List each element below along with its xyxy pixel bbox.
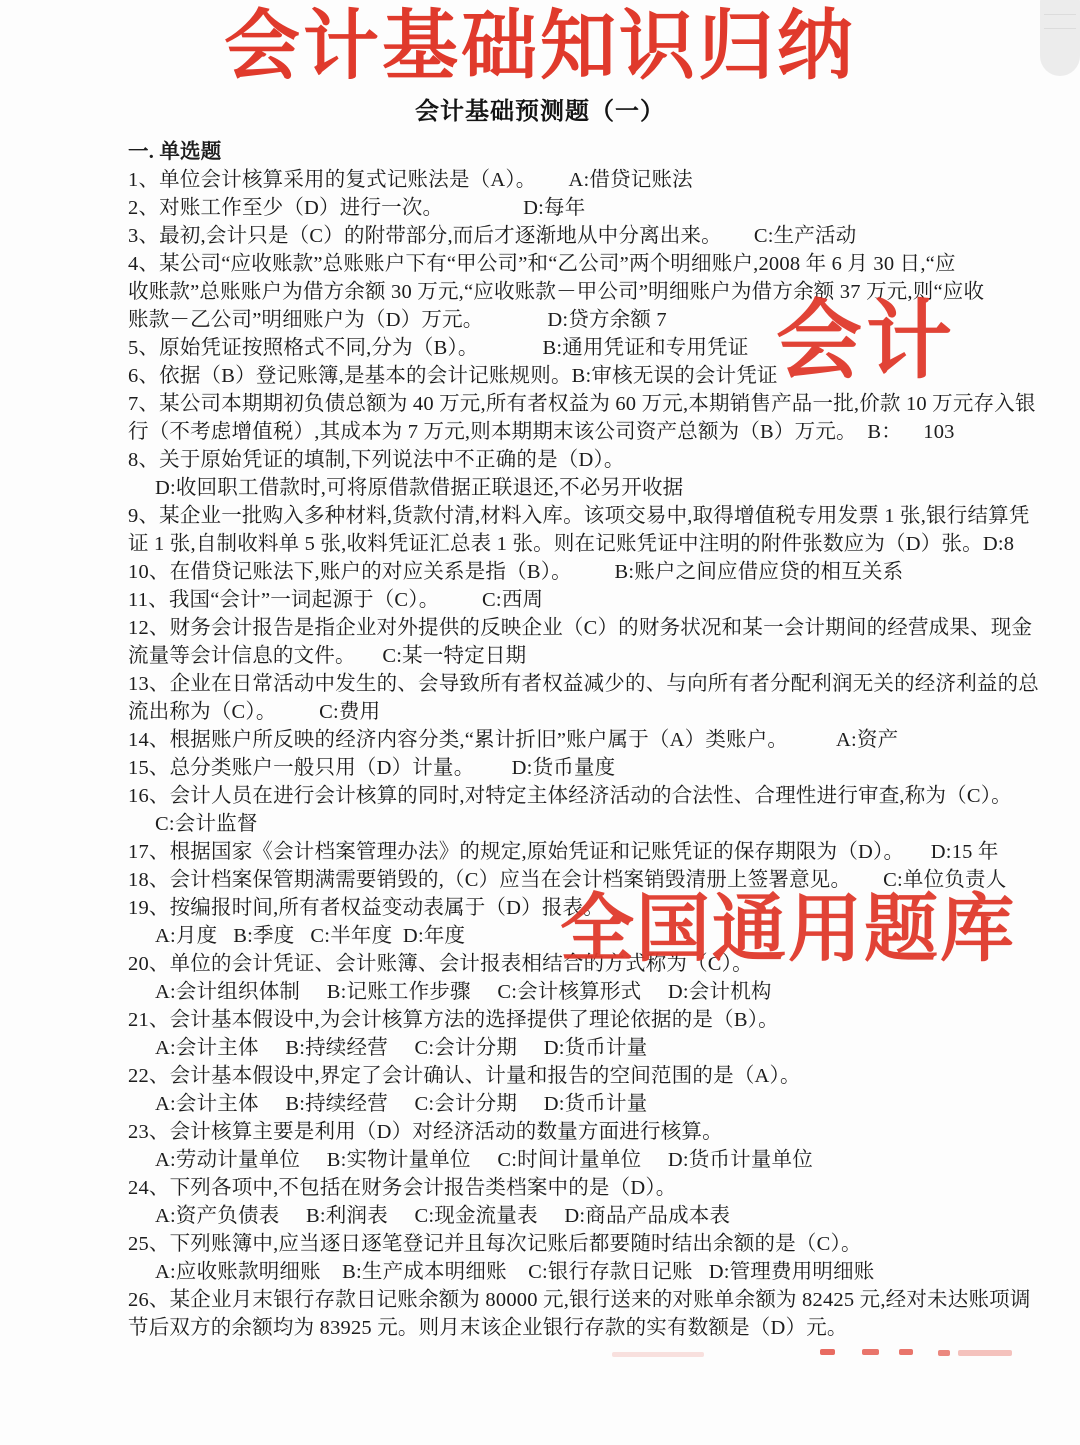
question-line: 流出称为（C）。 C:费用: [128, 701, 381, 724]
question-line: 12、财务会计报告是指企业对外提供的反映企业（C）的财务状况和某一会计期间的经营成果、现金: [128, 617, 1033, 640]
question-line: 收账款”总账账户为借方余额 30 万元,“应收账款－甲公司”明细账户为借方余额 37 万元,则“应收: [128, 281, 985, 304]
question-line: 16、会计人员在进行会计核算的同时,对特定主体经济活动的合法性、合理性进行审查,称为（C）。: [128, 785, 1012, 808]
question-line: 1、单位会计核算采用的复式记账法是（A）。 A:借贷记账法: [128, 169, 693, 192]
question-line: 14、根据账户所反映的经济内容分类,“累计折旧”账户属于（A）类账户。 A:资产: [128, 729, 899, 752]
question-line: 15、总分类账户一般只用（D）计量。 D:货币量度: [128, 757, 616, 780]
question-line: 7、某公司本期期初负债总额为 40 万元,所有者权益为 60 万元,本期销售产品一批,价款 10 万元存入银: [128, 393, 1036, 416]
question-line: 22、会计基本假设中,界定了会计确认、计量和报告的空间范围的是（A）。: [128, 1065, 801, 1088]
red-watermark-fragment: [938, 1350, 950, 1356]
question-line: 25、下列账簿中,应当逐日逐笔登记并且每次记账后都要随时结出余额的是（C）。: [128, 1233, 862, 1256]
red-watermark-fragment: [862, 1349, 879, 1355]
question-line: A:劳动计量单位 B:实物计量单位 C:时间计量单位 D:货币计量单位: [155, 1149, 814, 1172]
question-line: 6、依据（B）登记账簿,是基本的会计记账规则。B:审核无误的会计凭证: [128, 365, 778, 388]
question-line: 23、会计核算主要是利用（D）对经济活动的数量方面进行核算。: [128, 1121, 723, 1144]
question-line: C:会计监督: [155, 813, 258, 836]
question-line: 证 1 张,自制收料单 5 张,收料凭证汇总表 1 张。则在记账凭证中注明的附件张数应为（D）张。D:8: [128, 533, 1015, 556]
question-line: 13、企业在日常活动中发生的、会导致所有者权益减少的、与向所有者分配利润无关的经济利益的总: [128, 673, 1039, 696]
red-watermark-fragment: [612, 1352, 704, 1357]
page-subtitle: 会计基础预测题（一）: [415, 99, 665, 126]
question-line: 20、单位的会计凭证、会计账簿、会计报表相结合的方式称为（C）。: [128, 953, 753, 976]
question-line: 4、某公司“应收账款”总账账户下有“甲公司”和“乙公司”两个明细账户,2008 年 6 月 30 日,“应: [128, 253, 956, 276]
question-line: A:会计主体 B:持续经营 C:会计分期 D:货币计量: [155, 1093, 648, 1116]
question-line: 19、按编报时间,所有者权益变动表属于（D）报表。: [128, 897, 604, 920]
question-line: 18、会计档案保管期满需要销毁的,（C）应当在会计档案销毁清册上签署意见。 C:单位负责人: [128, 869, 1007, 892]
question-line: 行（不考虑增值税）,其成本为 7 万元,则本期期末该公司资产总额为（B）万元。 B： 103: [128, 421, 955, 444]
question-line: 节后双方的余额均为 83925 元。则月末该企业银行存款的实有数额是（D）元。: [128, 1317, 848, 1340]
question-line: 24、下列各项中,不包括在财务会计报告类档案中的是（D）。: [128, 1177, 677, 1200]
question-list: [128, 138, 1039, 1342]
question-line: 26、某企业月末银行存款日记账余额为 80000 元,银行送来的对账单余额为 82425 元,经对未达账项调: [128, 1289, 1031, 1312]
question-line: 一. 单选题: [128, 141, 222, 164]
question-line: 2、对账工作至少（D）进行一次。 D:每年: [128, 197, 586, 220]
scrollbar-thumb[interactable]: [1040, 0, 1080, 76]
question-line: A:月度 B:季度 C:半年度 D:年度: [155, 925, 466, 948]
question-line: 8、关于原始凭证的填制,下列说法中不正确的是（D）。: [128, 449, 625, 472]
red-watermark-fragment: [899, 1349, 913, 1355]
watermark-kuaiji: 会计: [776, 293, 956, 389]
question-line: A:会计组织体制 B:记账工作步骤 C:会计核算形式 D:会计机构: [155, 981, 772, 1004]
red-watermark-fragment: [820, 1349, 835, 1355]
question-line: 流量等会计信息的文件。 C:某一特定日期: [128, 645, 527, 668]
scrollbar-grip-line: [1044, 28, 1076, 29]
question-line: 3、最初,会计只是（C）的附带部分,而后才逐渐地从中分离出来。 C:生产活动: [128, 225, 857, 248]
watermark-tiku: 全国通用题库: [560, 887, 1016, 970]
question-line: 9、某企业一批购入多种材料,货款付清,材料入库。该项交易中,取得增值税专用发票 1 张,银行结算凭: [128, 505, 1030, 528]
question-line: A:会计主体 B:持续经营 C:会计分期 D:货币计量: [155, 1037, 648, 1060]
red-watermark-fragment: [958, 1350, 1012, 1356]
question-line: 11、我国“会计”一词起源于（C）。 C:西周: [128, 589, 544, 612]
question-line: 21、会计基本假设中,为会计核算方法的选择提供了理论依据的是（B）。: [128, 1009, 779, 1032]
question-line: 10、在借贷记账法下,账户的对应关系是指（B）。 B:账户之间应借应贷的相互关系: [128, 561, 904, 584]
question-line: 5、原始凭证按照格式不同,分为（B）。 B:通用凭证和专用凭证: [128, 337, 749, 360]
question-line: D:收回职工借款时,可将原借款借据正联退还,不必另开收据: [155, 477, 684, 500]
page-title: 会计基础知识归纳: [224, 4, 856, 89]
scrollbar-grip-line: [1044, 14, 1076, 15]
question-line: A:资产负债表 B:利润表 C:现金流量表 D:商品产品成本表: [155, 1205, 731, 1228]
question-line: A:应收账款明细账 B:生产成本明细账 C:银行存款日记账 D:管理费用明细账: [155, 1261, 875, 1284]
question-line: 账款－乙公司”明细账户为（D）万元。 D:贷方余额 7: [128, 309, 667, 332]
question-line: 17、根据国家《会计档案管理办法》的规定,原始凭证和记账凭证的保存期限为（D）。 D:15 年: [128, 841, 999, 864]
